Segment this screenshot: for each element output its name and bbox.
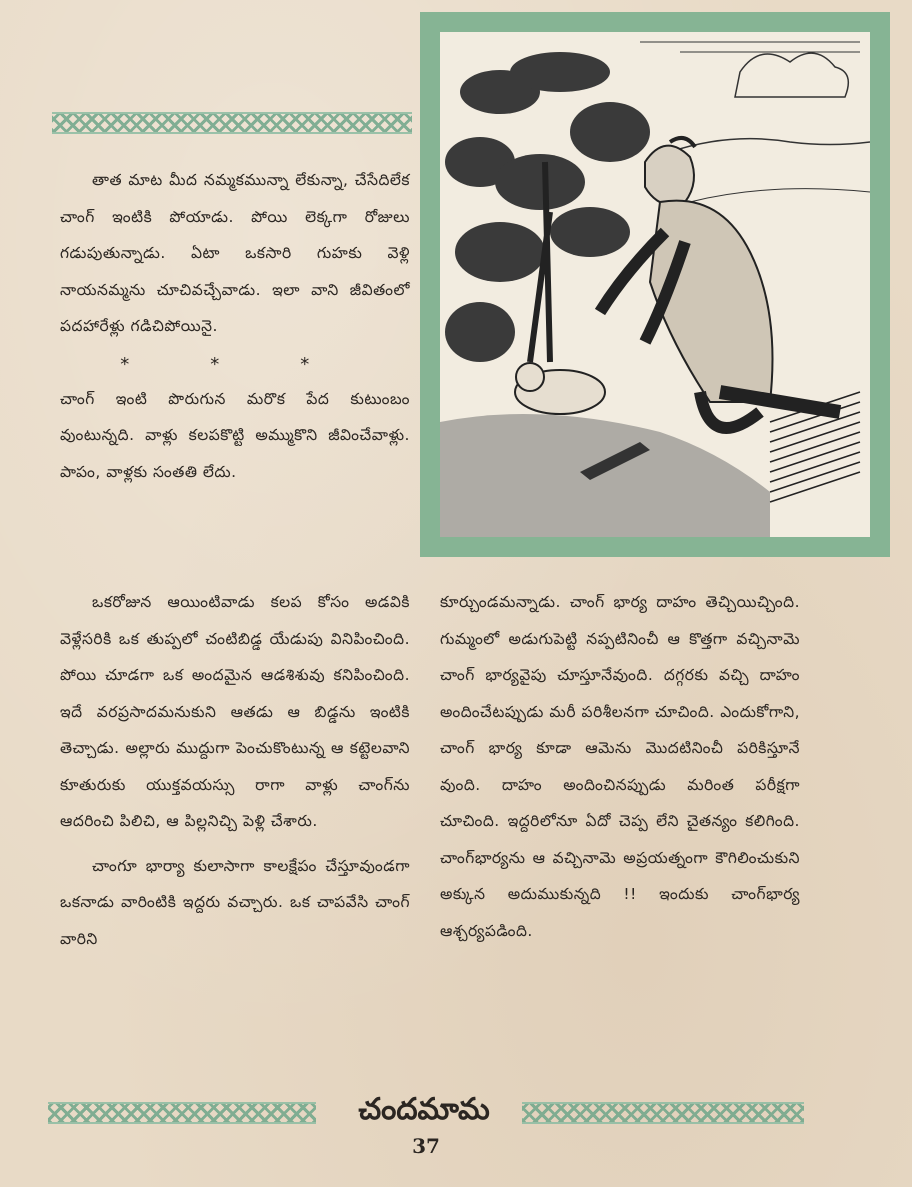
- separator-star: *: [300, 353, 310, 375]
- separator-star: *: [120, 353, 130, 375]
- ornamental-border-bottom-left: [48, 1102, 316, 1124]
- section-separator: [80, 351, 350, 381]
- paragraph: ఒకరోజున ఆయింటివాడు కలప కోసం అడవికి వెళ్లేసరికి ఒక తుప్పలో చంటిబిడ్డ యేడుపు వినిపించింది. పోయి చూడగా ఒక అందమైన ఆడశిశువు కనిపించింది. ఇదే వరప్రసాదమనుకుని ఆతడు ఆ బిడ్డను ఇంటికి తెచ్చాడు. అల్లారు ముద్దుగా పెంచుకొంటున్న ఆ కట్టెలవాని కూతురుకు యుక్తవయస్సు రాగా వాళ్లు చాంగ్‌ను ఆదరించి పిలిచి, ఆ పిల్లనిచ్చి పెళ్లి చేశారు.: [60, 593, 410, 830]
- paragraph: చాంగ్ ఇంటి పొరుగున మరొక పేద కుటుంబం వుంటున్నది. వాళ్లు కలపకొట్టి అమ్ముకొని జీవించేవాళ్లు. పాపం, వాళ్లకు సంతతి లేదు.: [60, 389, 410, 481]
- story-illustration: [420, 12, 890, 557]
- paragraph: కూర్చుండమన్నాడు. చాంగ్ భార్య దాహం తెచ్చియిచ్చింది. గుమ్మంలో అడుగుపెట్టి నప్పటినించీ ఆ కొత్తగా వచ్చినామె చాంగ్ భార్యవైపు చూస్తూనేవుంది. దగ్గరకు వచ్చి దాహం అందించేటప్పుడు మరీ పరిశీలనగా చూచింది. ఎందుకోగాని, చాంగ్ భార్య కూడా ఆమెను మొదటినించీ పరికిస్తూనే వుంది. దాహం అందించినప్పుడు మరింత పరీక్షగా చూచింది. ఇద్దరిలోనూ ఏదో చెప్ప లేని చైతన్యం కలిగింది. చాంగ్‌భార్యను ఆ వచ్చినామె అప్రయత్నంగా కౌగిలించుకుని అక్కున అదుముకున్నది !! ఇందుకు చాంగ్‌భార్య ఆశ్చర్యపడింది.: [440, 593, 800, 940]
- separator-star: *: [210, 353, 220, 375]
- ornamental-border-top: [52, 112, 412, 134]
- left-column-top: [60, 162, 410, 490]
- paragraph: చాంగూ భార్యా కులాసాగా కాలక్షేపం చేస్తూవుండగా ఒకనాడు వారింటికి ఇద్దరు వచ్చారు. ఒక చాపవేసి చాంగ్ వారిని: [60, 856, 410, 948]
- page-number: 37: [412, 1134, 440, 1158]
- right-column: [440, 584, 800, 949]
- magazine-title: చందమామ: [358, 1092, 490, 1127]
- paragraph: తాత మాట మీద నమ్మకమున్నా లేకున్నా, చేసేదిలేక చాంగ్ ఇంటికి పోయాడు. పోయి లెక్కగా రోజులు గడుపుతున్నాడు. ఏటా ఒకసారి గుహకు వెళ్లి నాయనమ్మను చూచివచ్చేవాడు. ఇలా వాని జీవితంలో పదహారేళ్లు గడిచిపోయినై.: [60, 171, 410, 335]
- illustration-man-finding-baby: [440, 32, 870, 537]
- left-column-bottom: [60, 584, 410, 957]
- ornamental-border-bottom-right: [522, 1102, 804, 1124]
